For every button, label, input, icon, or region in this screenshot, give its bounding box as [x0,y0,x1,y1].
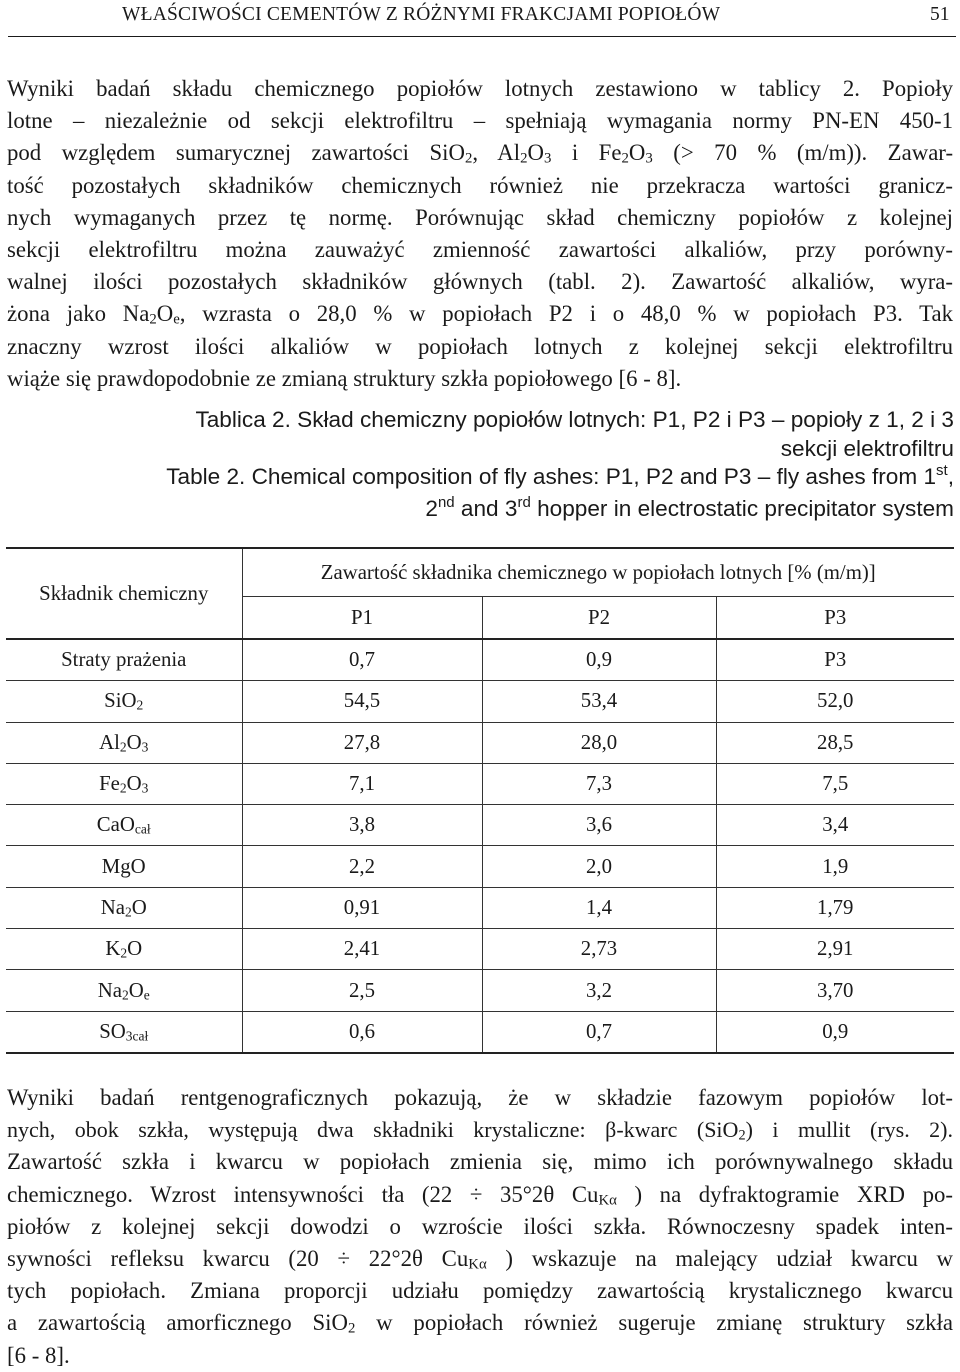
component-label: $Fe_2O_3$ [6,763,242,804]
paragraph-xrd-results [7,1082,953,1372]
value-cell: 3,2 [482,970,716,1011]
value-cell: 0,6 [242,1011,482,1053]
value-cell: 27,8 [242,722,482,763]
value-cell: 1,79 [716,887,954,928]
value-cell: 7,3 [482,763,716,804]
component-label: $SO_{3cał}$ [6,1011,242,1053]
text-line: Wyniki badań rentgenograficznych pokazują, że w składzie fazowym popiołów lot- [7,1085,953,1110]
caption-en-line: Table 2. Chemical composition of fly ashes: P1, P2 and P3 – fly ashes from 1st, [166,462,954,489]
text-line: Wyniki badań składu chemicznego popiołów lotnych zestawiono w tablicy 2. Popioły [7,76,953,101]
value-cell: 7,5 [716,763,954,804]
table-caption-en [166,463,954,526]
value-cell: 28,0 [482,722,716,763]
value-cell: 7,1 [242,763,482,804]
value-cell: 2,0 [482,846,716,887]
value-cell: 3,70 [716,970,954,1011]
value-cell: 0,7 [242,639,482,681]
text-line: nych wymaganych przez tę normę. Porównując skład chemiczny popiołów z kolejnej [7,204,953,230]
text-line: a zawartością amorficznego SiO$_2$ w popiołach również sugeruje zmianę struktury szkła [7,1310,954,1337]
component-label: Straty prażenia [6,639,242,681]
text-line: nych, obok szkła, występują dwa składniki krystaliczne: β-kwarc (SiO$_2$) i mullit (rys. 2). [7,1117,953,1144]
value-cell: 54,5 [242,681,482,722]
table-caption-pl [195,406,954,463]
table-row [6,929,954,970]
value-cell: 2,5 [242,970,482,1011]
value-cell: 1,4 [482,887,716,928]
value-cell: 28,5 [716,722,954,763]
value-cell: 3,8 [242,805,482,846]
text-line: piołów z kolejnej sekcji dowodzi o wzroście ilości szkła. Równoczesny spadek inten- [7,1213,953,1239]
column-header: P2 [482,597,716,640]
value-cell: 0,91 [242,887,482,928]
chemical-composition-table [6,547,954,1054]
text-line: żona jako $Na_2O_e$, wzrasta o 28,0 % w popiołach P2 i o 48,0 % w popiołach P3. Tak [7,301,954,328]
component-label: $K_2O$ [6,929,242,970]
value-cell: 2,41 [242,929,482,970]
table-row [6,887,954,928]
text-line: chemicznego. Wzrost intensywności tła (22 ÷ 35°2θ $Cu_{K\alpha}$ ) na dyfraktogramie XRD po- [7,1181,953,1209]
table-row [6,639,954,681]
table-row [6,1011,954,1053]
paragraph-chemical-composition [7,73,953,395]
table-row [6,722,954,763]
value-cell: 2,91 [716,929,954,970]
value-cell: 2,2 [242,846,482,887]
table-body [6,639,954,1053]
value-cell: 1,9 [716,846,954,887]
component-label: $Na_2O_e$ [6,970,242,1011]
text-line: znaczny wzrost ilości alkaliów w popiołach lotnych z kolejnej sekcji elektrofiltru [7,333,953,359]
caption-pl-line: Tablica 2. Skład chemiczny popiołów lotnych: P1, P2 i P3 – popioły z 1, 2 i 3 [195,407,954,432]
page-number: 51 [930,4,950,25]
text-line: pod względem sumarycznej zawartości SiO$_2$, $Al_2O_3$ i $Fe_2O_3$ (> 70 % (m/m)). Zawar- [7,140,954,168]
text-line: sekcji elektrofiltru można zauważyć zmienność zawartości alkaliów, przy porówny- [7,236,953,262]
component-label: CaO$_{cał}$ [6,805,242,846]
value-cell: 0,9 [716,1011,954,1053]
header-divider [8,36,956,37]
text-line: lotne – niezależnie od sekcji elektrofiltru – spełniają wymagania normy PN-EN 450-1 [7,108,953,134]
component-label: $Na_2O$ [6,887,242,928]
component-label: $Al_2O_3$ [6,722,242,763]
table-row [6,763,954,804]
running-title: WŁAŚCIWOŚCI CEMENTÓW Z RÓŻNYMI FRAKCJAMI POPIOŁÓW [122,4,721,25]
value-cell: 2,73 [482,929,716,970]
text-line: tych popiołach. Zmiana proporcji udziału pomiędzy zawartością krystalicznego kwarcu [7,1278,953,1304]
text-line: walnej ilości pozostałych składników głównych (tabl. 2). Zawartość alkaliów, wyra- [7,269,953,295]
value-cell: 0,7 [482,1011,716,1053]
caption-pl-line: sekcji elektrofiltru [780,435,954,461]
table-row [6,846,954,887]
value-cell: 53,4 [482,681,716,722]
table-row [6,970,954,1011]
text-line: wiąże się prawdopodobnie ze zmianą struktury szkła popiołowego [6 - 8]. [7,365,682,391]
text-line: tość pozostałych składników chemicznych również nie przekracza wartości granicz- [7,172,953,198]
component-label: MgO [6,846,242,887]
table-row [6,805,954,846]
value-cell: 3,6 [482,805,716,846]
value-cell: 0,9 [482,639,716,681]
text-line: sywności refleksu kwarcu (20 ÷ 22°2θ $Cu_{K\alpha}$ ) wskazuje na malejący udział kwarcu w [7,1245,953,1273]
text-line: Zawartość szkła i kwarcu w popiołach zmienia się, mimo ich porównywalnego składu [7,1149,953,1175]
column-header: P3 [716,597,954,640]
row-header-cell: Składnik chemiczny [6,548,242,639]
text-line: [6 - 8]. [7,1342,70,1368]
value-cell: P3 [716,639,954,681]
value-cell: 3,4 [716,805,954,846]
caption-en-line: 2nd and 3rd hopper in electrostatic precipitator system [425,493,954,521]
component-label: SiO$_2$ [6,681,242,722]
value-cell: 52,0 [716,681,954,722]
running-head [0,0,960,38]
table-row [6,681,954,722]
group-header-cell: Zawartość składnika chemicznego w popiołach lotnych [% (m/m)] [242,548,954,597]
column-header: P1 [242,597,482,640]
